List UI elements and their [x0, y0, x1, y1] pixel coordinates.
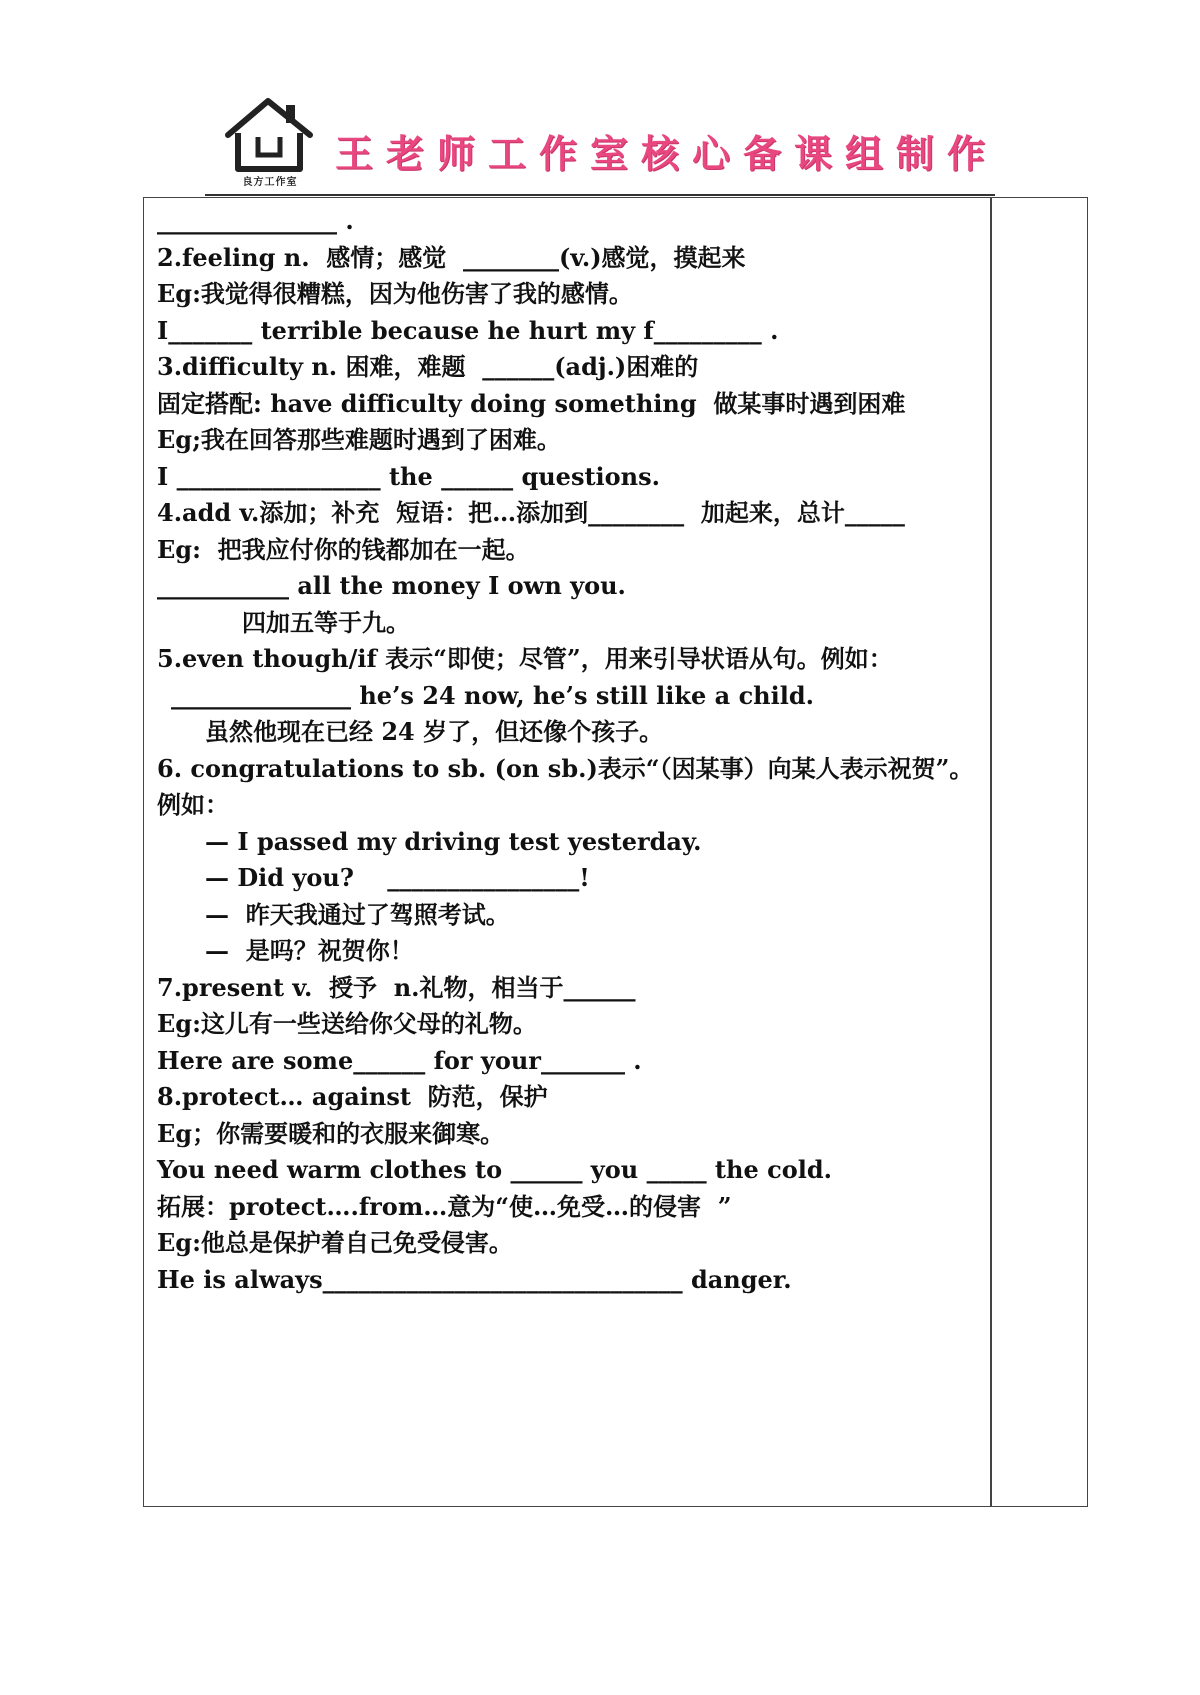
example-sentence: You need warm clothes to ______ you _____ the cold. [157, 1155, 832, 1184]
table-column-divider [990, 197, 992, 1507]
example-sentence: Here are some______ for your_______ . [157, 1045, 642, 1075]
item-3-difficulty: 3.difficulty n. 困难，难题 ______(adj.)困难的 [157, 352, 699, 381]
example-prompt: 四加五等于九。 [242, 607, 410, 637]
example-sentence: He is always______________________________ danger. [157, 1264, 792, 1294]
example-prompt: Eg；你需要暖和的衣服来御寒。 [157, 1118, 505, 1148]
example-prompt: Eg:他总是保护着自己免受侵害。 [157, 1228, 513, 1257]
example-prompt: Eg: 把我应付你的钱都加在一起。 [157, 534, 530, 564]
dialogue-translation: — 昨天我通过了驾照考试。 [205, 899, 510, 929]
item-7-present: 7.present v. 授予 n.礼物，相当于______ [157, 972, 636, 1002]
blank-line: _______________ . [157, 206, 354, 235]
example-sentence: I_______ terrible because he hurt my f_________ . [157, 315, 779, 345]
example-prompt: Eg;我在回答那些难题时遇到了困难。 [157, 425, 561, 454]
dialogue-line: — I passed my driving test yesterday. [205, 826, 702, 856]
header-divider [205, 194, 995, 196]
extension-line: 拓展：protect….from…意为“使…免受…的侵害 ” [157, 1191, 732, 1221]
example-prompt: Eg:这儿有一些送给你父母的礼物。 [157, 1009, 537, 1038]
logo-caption: 良方工作室 [242, 177, 298, 188]
page-header [205, 95, 1005, 190]
item-6-congratulations: 6. congratulations to sb. (on sb.)表示“（因某事）向某人表示祝贺”。 [157, 753, 974, 783]
example-prompt: Eg:我觉得很糟糕，因为他伤害了我的感情。 [157, 279, 633, 308]
worksheet-content [157, 203, 987, 1298]
example-sentence: I _________________ the ______ questions. [157, 461, 660, 491]
item-2-feeling: 2.feeling n. 感情；感觉 ________(v.)感觉，摸起来 [157, 242, 746, 272]
item-5-even-though: 5.even though/if 表示“即使；尽管”，用来引导状语从句。例如： [157, 644, 893, 673]
example-sentence: _______________ he’s 24 now, he’s still like a child. [171, 680, 814, 710]
dialogue-translation: — 是吗？祝贺你！ [205, 936, 414, 965]
example-translation: 虽然他现在已经 24 岁了，但还像个孩子。 [205, 717, 664, 746]
dialogue-line: — Did you? ________________! [205, 863, 590, 892]
item-4-add: 4.add v.添加；补充 短语：把…添加到________ 加起来，总计_____ [157, 498, 905, 527]
item-8-protect-against: 8.protect… against 防范，保护 [157, 1082, 548, 1111]
studio-brand-title: 王老师工作室核心备课组制作 [335, 132, 999, 176]
example-sentence: ___________ all the money I own you. [157, 571, 626, 600]
collocation-line: 固定搭配: have difficulty doing something 做某事时遇到困难 [157, 388, 906, 418]
example-label: 例如： [157, 790, 229, 819]
